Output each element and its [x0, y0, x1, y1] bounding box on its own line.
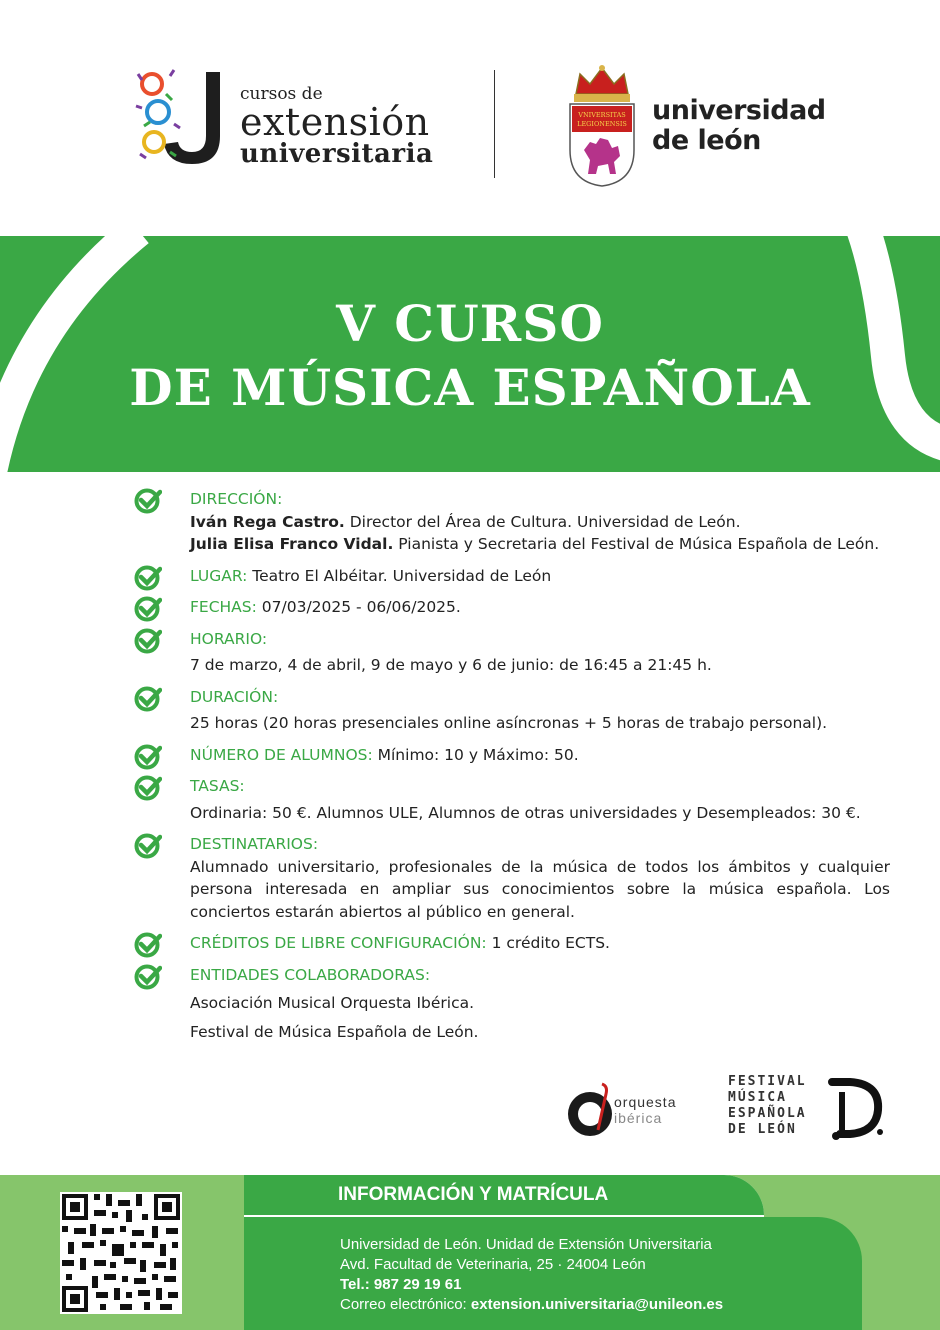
info-duracion	[130, 686, 900, 735]
cde-logo-icon	[130, 66, 240, 166]
check-circle-icon	[132, 932, 162, 958]
title-banner	[0, 236, 940, 472]
festival-line-4: DE LEÓN	[728, 1122, 797, 1137]
fechas-value: 07/03/2025 - 06/06/2025.	[256, 598, 461, 616]
header	[0, 0, 940, 236]
ule-line-1: universidad	[652, 95, 826, 126]
info-tasas	[130, 775, 900, 824]
direccion-label: DIRECCIÓN:	[190, 490, 283, 508]
creditos-label: CRÉDITOS DE LIBRE CONFIGURACIÓN:	[190, 934, 487, 952]
qr-code[interactable]	[60, 1192, 182, 1314]
orquesta-iberica-logo	[564, 1080, 714, 1140]
festival-d-icon	[822, 1074, 892, 1144]
course-title-line-2: DE MÚSICA ESPAÑOLA	[129, 358, 811, 417]
course-title	[0, 292, 940, 420]
footer-line-2: Avd. Facultad de Veterinaria, 25 · 24004 León	[340, 1256, 646, 1273]
duracion-label: DURACIÓN:	[190, 687, 279, 706]
director-1	[190, 511, 900, 534]
qr-code-icon	[60, 1192, 182, 1314]
footer-email-row	[340, 1295, 723, 1315]
horario-value: 7 de marzo, 4 de abril, 9 de mayo y 6 de junio: de 16:45 a 21:45 h.	[190, 656, 712, 674]
director-1-desc: Director del Área de Cultura. Universidad de León.	[344, 512, 741, 531]
footer-heading-tab	[244, 1175, 764, 1215]
ule-wordmark	[652, 96, 826, 156]
check-circle-icon	[132, 596, 162, 622]
cde-line-1: cursos de	[240, 84, 323, 104]
check-circle-icon	[132, 628, 162, 654]
check-circle-icon	[132, 833, 162, 859]
crest-icon	[566, 64, 638, 188]
destinatarios-value: Alumnado universitario, profesionales de la música de todos los ámbitos y cualquier persona interesada en ampliar sus conocimientos sobre la música española. Los conciertos estarán abiertos al público en general.	[190, 857, 890, 921]
crest-motto-2: LEGIONENSIS	[577, 120, 627, 128]
festival-line-3: ESPAÑOLA	[728, 1106, 807, 1121]
festival-line-1: FESTIVAL	[728, 1074, 807, 1089]
lugar-value: Teatro El Albéitar. Universidad de León	[247, 566, 552, 585]
entidad-2: Festival de Música Española de León.	[190, 1022, 479, 1041]
entidad-1: Asociación Musical Orquesta Ibérica.	[190, 994, 475, 1012]
check-circle-icon	[132, 565, 162, 591]
info-alumnos	[130, 744, 900, 767]
director-2-name: Julia Elisa Franco Vidal.	[190, 535, 394, 553]
director-2	[190, 533, 900, 556]
crest-motto-1: VNIVERSITAS	[578, 111, 626, 119]
footer-email-link[interactable]: extension.universitaria@unileon.es	[470, 1296, 724, 1313]
fechas-label: FECHAS:	[190, 598, 257, 616]
footer-contact-panel	[244, 1217, 862, 1330]
orquesta-iberica-wordmark	[614, 1094, 676, 1126]
footer-email-label: Correo electrónico:	[340, 1296, 471, 1313]
course-title-line-1: V CURSO	[336, 294, 604, 353]
check-circle-icon	[132, 686, 162, 712]
check-circle-icon	[132, 775, 162, 801]
info-creditos	[130, 932, 900, 955]
entidades-label: ENTIDADES COLABORADORAS:	[190, 965, 431, 984]
tasas-label: TASAS:	[190, 777, 245, 795]
festival-line-2: MÚSICA	[728, 1090, 787, 1105]
check-circle-icon	[132, 488, 162, 514]
footer-line-1: Universidad de León. Unidad de Extensión Universitaria	[340, 1236, 712, 1253]
tasas-value: Ordinaria: 50 €. Alumnos ULE, Alumnos de otras universidades y Desempleados: 30 €.	[190, 803, 861, 822]
director-1-name: Iván Rega Castro.	[190, 512, 345, 531]
info-direccion	[130, 488, 900, 556]
info-horario	[130, 628, 900, 677]
cde-wordmark	[240, 84, 460, 168]
festival-wordmark	[728, 1074, 807, 1138]
check-circle-icon	[132, 964, 162, 990]
footer-heading: INFORMACIÓN Y MATRÍCULA	[338, 1184, 609, 1205]
lugar-label: LUGAR:	[190, 566, 248, 585]
info-fechas	[130, 596, 900, 619]
ule-line-2: de león	[652, 125, 761, 156]
course-info-list	[130, 488, 900, 1043]
destinatarios-label: DESTINATARIOS:	[190, 835, 319, 853]
horario-label: HORARIO:	[190, 629, 268, 648]
orquesta-line-1: orquesta	[614, 1094, 677, 1110]
cde-line-3: universitaria	[240, 139, 434, 169]
check-circle-icon	[132, 744, 162, 770]
info-lugar	[130, 565, 900, 588]
footer-contact-lines	[340, 1235, 723, 1315]
alumnos-label: NÚMERO DE ALUMNOS:	[190, 745, 373, 764]
cde-line-2: extensión	[240, 100, 430, 144]
director-2-desc: Pianista y Secretaria del Festival de Música Española de León.	[393, 535, 880, 553]
orquesta-line-2: ibérica	[614, 1110, 663, 1126]
festival-musica-espanola-logo	[728, 1074, 898, 1144]
footer-phone[interactable]: Tel.: 987 29 19 61	[340, 1276, 462, 1293]
info-entidades	[130, 964, 900, 1044]
info-destinatarios	[130, 833, 900, 923]
creditos-value: 1 crédito ECTS.	[486, 934, 610, 952]
alumnos-value: Mínimo: 10 y Máximo: 50.	[372, 745, 579, 764]
cursos-extension-logo	[130, 66, 450, 172]
header-divider	[494, 70, 495, 178]
duracion-value: 25 horas (20 horas presenciales online asíncronas + 5 horas de trabajo personal).	[190, 714, 828, 732]
